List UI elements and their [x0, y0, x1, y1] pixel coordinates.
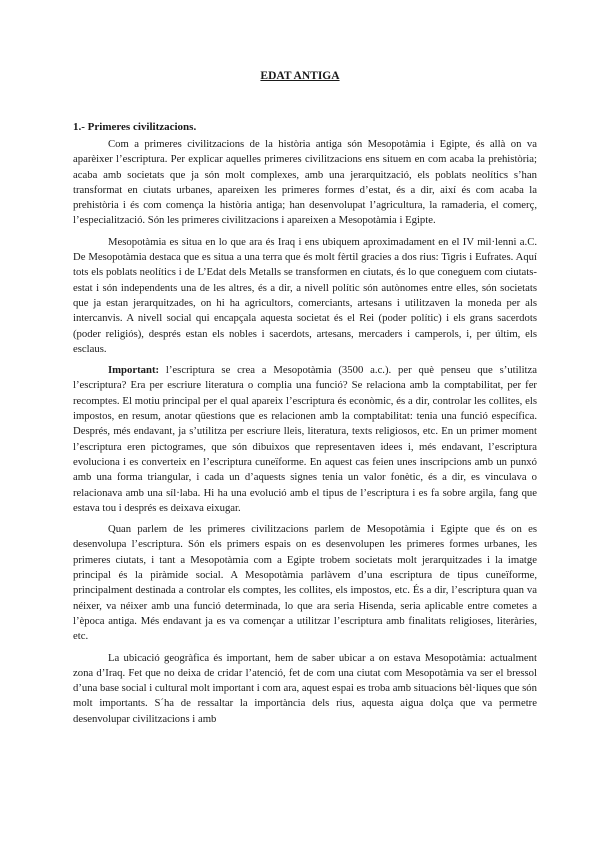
paragraph — [73, 235, 537, 357]
paragraph-text: l’escriptura se crea a Mesopotàmia (3500 a.c.). per què penseu que s’utilitza l’escriptura? Era per escriure literatura o complia una funció? Se relaciona amb la comptabilitat, per fer recomptes. El motiu principal per el qual apareix l’escriptura és econòmic, és a dir, controlar les collites, els impostos, en resum, anotar qüestions que es relacionen amb la comptabilitat: tenia una funció específica. Després, més endavant, ja s’utilitza per escriure lleis, literatura, texts religiosos, etc. En un primer moment l’escriptura eren pictogrames, que són dibuixos que representaven idees i, més endavant, l’escriptura evoluciona i es converteix en l’escriptura cuneïforme. En aquest cas feien unes inscripcions amb un punxó amb una forma triangular, i cada un d’aquests signes tenia un valor fonètic, és a dir, es vinculava o relacionava amb una síl·laba. Hi ha una evolució amb el tipus de l’escriptura i es fa sobre argila, fang que estava tou i després es deixava eixugar. — [73, 364, 537, 514]
paragraph-text: La ubicació geogràfica és important, hem de saber ubicar a on estava Mesopotàmia: actualment zona d’Iraq. Fet que no deixa de cridar l’atenció, fet de com una ciutat com Mesopotàmia va ser el bressol d’una base social i cultural molt important i com ara, aquest espai es troba amb situacions bèl·liques que són molt importants. S´ha de ressaltar la importància dels rius, aquesta aigua dolça que va permetre desenvolupar civilitzacions i amb — [73, 651, 537, 725]
paragraph-text: Quan parlem de les primeres civilitzacions parlem de Mesopotàmia i Egipte que és on es desenvolupa l’escriptura. Són els primers espais on es desenvolupen les primeres formes urbanes, les primeres ciutats, i tant a Mesopotàmia com a Egipte trobem societats molt jerarquitzades i la imatge principal és la piràmide social. A Mesopotàmia parlàvem d’una escriptura de tipus cuneïforme, principalment destinada a controlar els comptes, les collites, els impostos, etc. És a dir, l’escriptura quan va néixer, va néixer amb una funció determinada, lo que ara seria Hisenda, seria aplicable entre cometes a l’època antiga. Més endavant ja es va començar a utilitzar l’escriptura amb finalitats religioses, literàries, etc. — [73, 523, 537, 643]
paragraph — [73, 522, 537, 644]
paragraph — [73, 651, 537, 727]
paragraph — [73, 137, 537, 229]
paragraph — [73, 363, 537, 516]
document-body — [73, 137, 537, 733]
document-title: EDAT ANTIGA — [260, 70, 340, 82]
paragraph-text: Mesopotàmia es situa en lo que ara és Iraq i ens ubiquem aproximadament en el IV mil·lenni a.C. De Mesopotàmia destaca que es situa a una terra que és molt fèrtil gracies a dos rius: Tigris i Eufrates. Aquí tots els poblats neolítics i de L’Edat dels Metalls se transformen en ciutats, és lo que coneguem com ciutats-estat i són independents una de les altres, és a dir, a nivell polític són autònomes entre elles, són societats que ja estan jerarquitzades, on hi ha agricultors, comerciants, artesans i utilitzaven la moneda per als intercanvis. A nivell social qui encapçala aquesta societat és el Rei (poder polític) i els grans sacerdots (poder religiós), després estan els nobles i sacerdots, artesans, mercaders i camperols, i, per últim, els esclaus. — [73, 235, 537, 355]
section-heading: 1.- Primeres civilitzacions. — [73, 121, 197, 133]
paragraph-text: Com a primeres civilitzacions de la història antiga són Mesopotàmia i Egipte, és allà on va aparèixer l’escriptura. Per explicar aquelles primeres civilitzacions ens situem en com acaba la prehistòria; acaba amb societats que ja són molt complexes, amb una jerarquització, els poblats neolítics s’han transformat en ciutats urbanes, apareixen les primeres formes d’estat, és a dir, així és com acaba la prehistòria i és com comença la història antiga; han desenvolupat l’agricultura, la ramaderia, el comerç, l’especialització. Són les primeres civilitzacions i apareixen a Mesopotàmia i Egipte. — [73, 138, 537, 227]
paragraph-lead: Important: — [108, 364, 160, 377]
